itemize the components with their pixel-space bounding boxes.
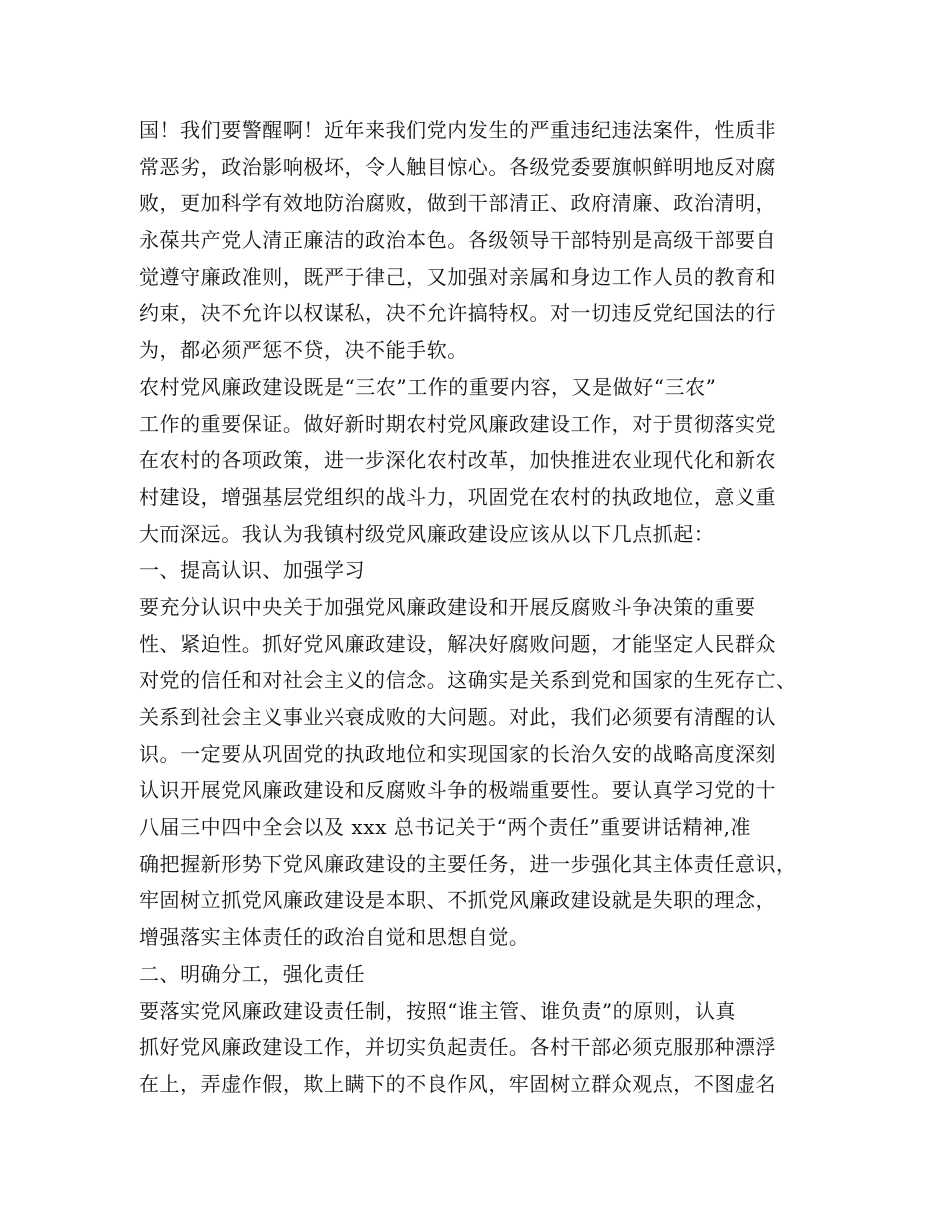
paragraph-start-line: 要充分认识中央关于加强党风廉政建设和开展反腐败斗争决策的重要 bbox=[139, 594, 756, 619]
text-line: 八届三中四中全会以及 xxx 总书记关于“两个责任”重要讲话精神,准 bbox=[139, 815, 752, 840]
text-line: 为，都必须严惩不贷，决不能手软。 bbox=[139, 338, 468, 363]
document-body bbox=[139, 112, 829, 1103]
text-line: 大而深远。我认为我镇村级党风廉政建设应该从以下几点抓起： bbox=[139, 521, 715, 546]
text-line: 国！我们要警醒啊！近年来我们党内发生的严重违纪违法案件，性质非 bbox=[139, 118, 777, 142]
text-line: 抓好党风廉政建设工作，并切实负起责任。各村干部必须克服那种漂浮 bbox=[139, 1035, 777, 1060]
text-line: 村建设，增强基层党组织的战斗力，巩固党在农村的执政地位，意义重 bbox=[139, 484, 777, 509]
text-line: 在上，弄虚作假，欺上瞒下的不良作风，牢固树立群众观点，不图虚名 bbox=[139, 1071, 777, 1096]
text-line: 识。一定要从巩固党的执政地位和实现国家的长治久安的战略高度深刻 bbox=[139, 741, 777, 766]
text-line: 确把握新形势下党风廉政建设的主要任务，进一步强化其主体责任意识， bbox=[139, 851, 797, 876]
text-line: 牢固树立抓党风廉政建设是本职、不抓党风廉政建设就是失职的理念， bbox=[139, 888, 777, 913]
text-line: 对党的信任和对社会主义的信念。这确实是关系到党和国家的生死存亡、 bbox=[139, 668, 797, 693]
text-line: 常恶劣，政治影响极坏，令人触目惊心。各级党委要旗帜鲜明地反对腐 bbox=[139, 154, 777, 179]
text-line: 认识开展党风廉政建设和反腐败斗争的极端重要性。要认真学习党的十 bbox=[139, 778, 777, 803]
text-line: 永葆共产党人清正廉洁的政治本色。各级领导干部特别是高级干部要自 bbox=[139, 228, 777, 253]
text-line: 增强落实主体责任的政治自觉和思想自觉。 bbox=[139, 925, 530, 950]
text-line: 关系到社会主义事业兴衰成败的大问题。对此，我们必须要有清醒的认 bbox=[139, 705, 777, 729]
paragraph-start-line: 要落实党风廉政建设责任制，按照“谁主管、谁负责”的原则，认真 bbox=[139, 998, 736, 1023]
text-line: 觉遵守廉政准则，既严于律己，又加强对亲属和身边工作人员的教育和 bbox=[139, 264, 777, 289]
section-heading-2: 二、明确分工，强化责任 bbox=[139, 961, 366, 986]
text-line: 性、紧迫性。抓好党风廉政建设，解决好腐败问题，才能坚定人民群众 bbox=[139, 631, 777, 656]
text-line: 约束，决不允许以权谋私，决不允许搞特权。对一切违反党纪国法的行 bbox=[139, 301, 777, 326]
paragraph-start-line: 农村党风廉政建设既是“三农”工作的重要内容，又是做好“三农” bbox=[139, 374, 717, 399]
section-heading-1: 一、提高认识、加强学习 bbox=[139, 558, 366, 583]
text-line: 在农村的各项政策，进一步深化农村改革，加快推进农业现代化和新农 bbox=[139, 448, 777, 473]
text-line: 工作的重要保证。做好新时期农村党风廉政建设工作，对于贯彻落实党 bbox=[139, 411, 777, 436]
text-line: 败，更加科学有效地防治腐败，做到干部清正、政府清廉、政治清明， bbox=[139, 191, 777, 216]
